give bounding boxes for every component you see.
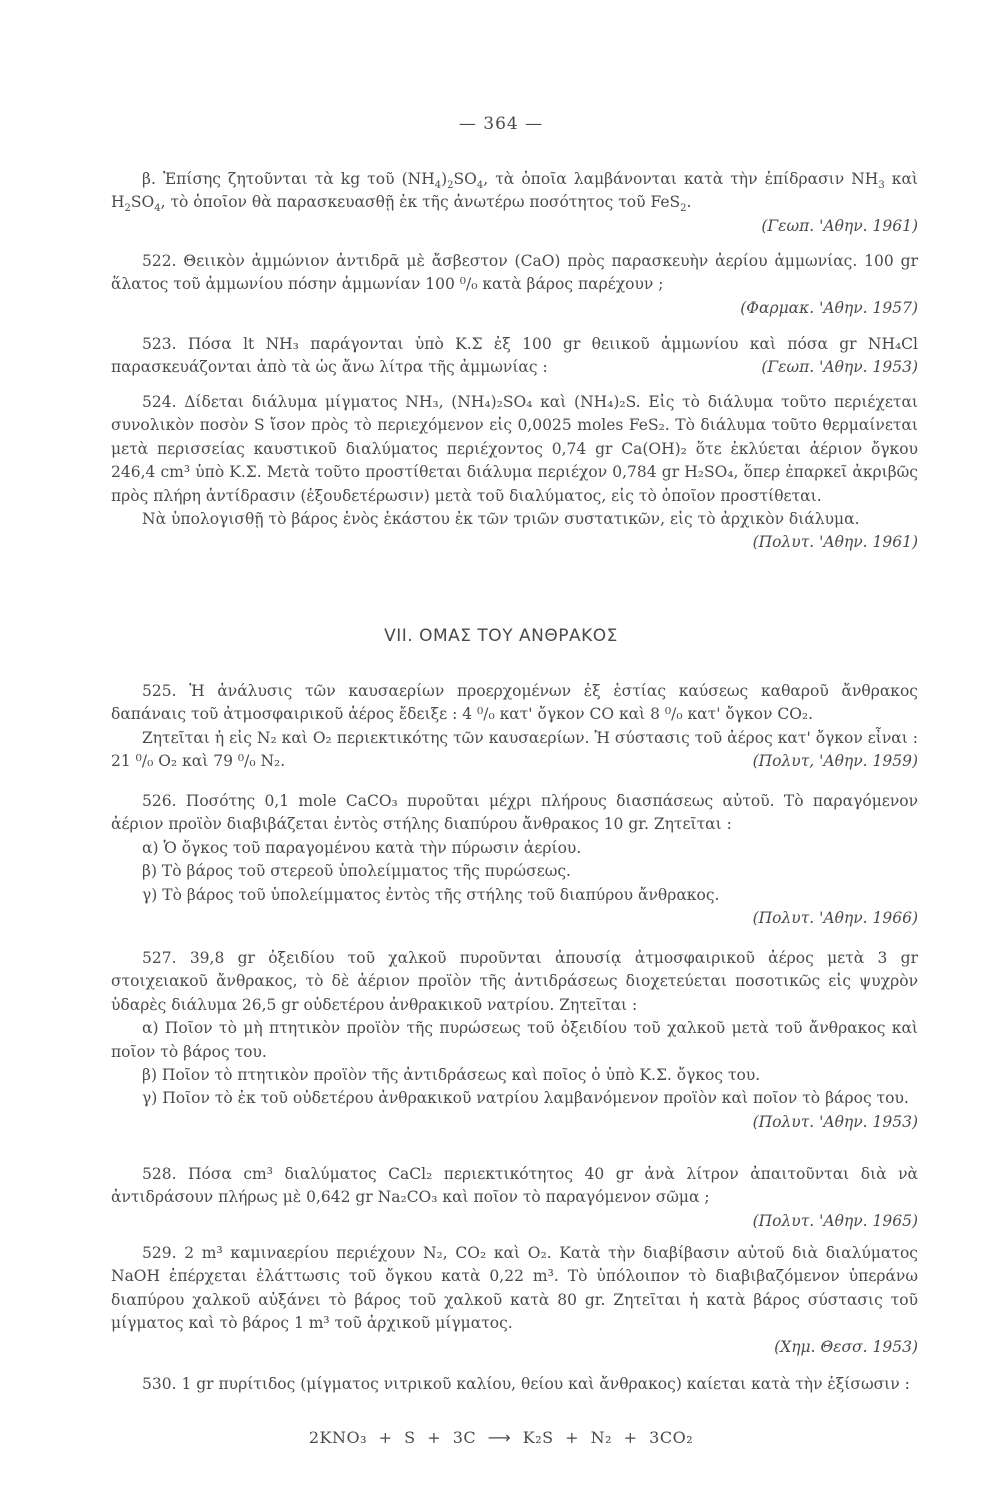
problem-529 — [111, 1242, 918, 1359]
problem-text-continued: Ζητεῖται ἡ εἰς N₂ καὶ O₂ περιεκτικότης τῶν καυσαερίων. Ἡ σύστασις τοῦ ἀέρος κατ' ὄγκον εἶναι : 21 ⁰/₀ O₂ καὶ 79 ⁰/₀ N₂. (Πολυτ, 'Αθην. 1959) — [111, 727, 918, 774]
problem-number: 529. — [142, 1244, 177, 1262]
problem-text: 528. Πόσα cm³ διαλύματος CaCl₂ περιεκτικότητος 40 gr ἀνὰ λίτρον ἀπαιτοῦνται διὰ νὰ ἀντιδράσουν πλήρως μὲ 0,642 gr Na₂CO₃ καὶ ποῖον τὸ παραγόμενον σῶμα ; — [111, 1165, 918, 1207]
problem-number: 528. — [142, 1165, 177, 1183]
problem-source: (Πολυτ. 'Αθην. 1953) — [752, 1112, 918, 1131]
problem-text: 522. Θειικὸν ἀμμώνιον ἀντιδρᾶ μὲ ἄσβεστον (CaO) πρὸς παρασκευὴν ἀερίου ἀμμωνίας. 100 gr ἅλατος τοῦ ἀμμωνίου πόσην ἀμμωνίαν 100 ⁰/₀ κατὰ βάρος παρέχουν ; — [111, 252, 918, 294]
problem-524 — [111, 391, 918, 555]
eq-product: 3CO₂ — [649, 1428, 694, 1447]
problem-source: (Πολυτ. 'Αθην. 1965) — [752, 1211, 918, 1230]
problem-number: 522. — [142, 252, 177, 270]
eq-plus: + — [427, 1428, 442, 1447]
list-item: β) Ποῖον τὸ πτητικὸν προϊὸν τῆς ἀντιδράσεως καὶ ποῖος ὁ ὑπὸ Κ.Σ. ὄγκος του. — [142, 1066, 761, 1085]
problem-523 — [111, 333, 918, 380]
eq-product: N₂ — [590, 1428, 613, 1447]
intro-paragraph — [111, 168, 918, 238]
problem-source: (Πολυτ, 'Αθην. 1959) — [752, 752, 918, 771]
problem-number: 530. — [142, 1375, 177, 1393]
problem-text: 523. Πόσα lt NH₃ παράγονται ὑπὸ Κ.Σ ἐξ 100 gr θειικοῦ ἀμμωνίου καὶ πόσα gr NH₄Cl παρασκευάζονται ἀπὸ τὰ ὡς ἄνω λίτρα τῆς ἀμμωνίας : (Γεωπ. 'Αθην. 1953) — [111, 333, 918, 380]
problem-text-continued: Νὰ ὑπολογισθῇ τὸ βάρος ἑνὸς ἑκάστου ἐκ τῶν τριῶν συστατικῶν, εἰς τὸ ἀρχικὸν διάλυμα. (Πολυτ. 'Αθην. 1961) — [111, 508, 918, 555]
eq-product: K₂S — [522, 1428, 554, 1447]
problem-number: 524. — [142, 393, 177, 411]
list-item: γ) Ποῖον τὸ ἐκ τοῦ οὐδετέρου ἀνθρακικοῦ νατρίου λαμβανόμενον προϊὸν καὶ ποῖον τὸ βάρος του. (Πολυτ. 'Αθην. 1953) — [111, 1087, 918, 1134]
problem-530 — [111, 1373, 918, 1396]
list-item: α) Ποῖον τὸ μὴ πτητικὸν προϊὸν τῆς πυρώσεως τοῦ ὀξειδίου τοῦ χαλκοῦ μετὰ τοῦ ἄνθρακος καὶ ποῖον τὸ βάρος του. — [111, 1019, 918, 1061]
reaction-arrow-icon: ⟶ — [487, 1428, 512, 1447]
problem-number: 525. — [142, 682, 177, 700]
page-number: — 364 — — [458, 114, 544, 134]
problem-text: 529. 2 m³ καμιναερίου περιέχουν N₂, CO₂ καὶ O₂. Κατὰ τὴν διαβίβασιν αὐτοῦ διὰ διαλύματος NaOH ἐπέρχεται ἐλάττωσις τοῦ ὄγκου κατὰ 0,22 m³. Τὸ ὑπόλοιπον τὸ διαβιβαζόμενον ὑπεράνω διαπύρου χαλκοῦ αὐξάνει τὸ βάρος τοῦ χαλκοῦ κατὰ 80 gr. Ζητεῖται ἡ κατὰ βάρος σύστασις τοῦ μίγματος καὶ τὸ βάρος 1 m³ τοῦ ἀρχικοῦ μίγματος. — [111, 1244, 918, 1333]
eq-plus: + — [565, 1428, 580, 1447]
list-item: γ) Τὸ βάρος τοῦ ὑπολείμματος ἐντὸς τῆς στήλης τοῦ διαπύρου ἄνθρακος. — [142, 885, 720, 904]
problem-text: 524. Δίδεται διάλυμα μίγματος NH₃, (NH₄)₂SO₄ καὶ (NH₄)₂S. Εἰς τὸ διάλυμα τοῦτο περιέχεται συνολικὸν ποσὸν S ἴσον πρὸς τὸ περιεχόμενον εἰς 0,0025 moles FeS₂. Τὸ διάλυμα τοῦτο θερμαίνεται μετὰ περισσείας καυστικοῦ διαλύματος περιέχοντος 0,74 gr Ca(OH)₂ ὅτε ἐκλύεται ἀέριον ὄγκου 246,4 cm³ ὑπὸ Κ.Σ. Μετὰ τοῦτο προστίθεται διάλυμα περιέχον 0,784 gr H₂SO₄, ὅπερ ἐπαρκεῖ ἀκριβῶς πρὸς πλήρη ἀντίδρασιν (ἐξουδετέρωσιν) μετὰ τοῦ διαλύματος, εἰς τὸ ὁποῖον προστίθεται. — [111, 393, 918, 505]
chemical-equation — [0, 1426, 1002, 1449]
list-item: β) Τὸ βάρος τοῦ στερεοῦ ὑπολείμματος τῆς πυρώσεως. — [142, 862, 571, 881]
problem-number: 527. — [142, 949, 177, 967]
eq-lhs: 2KNO₃ — [308, 1428, 368, 1447]
problem-number: 526. — [142, 792, 177, 810]
intro-source: (Γεωπ. 'Αθην. 1961) — [761, 216, 918, 235]
eq-sulfur: S — [404, 1428, 416, 1447]
problem-525 — [111, 680, 918, 774]
list-item: α) Ὁ ὄγκος τοῦ παραγομένου κατὰ τὴν πύρωσιν ἀερίου. — [142, 838, 582, 857]
problem-text: 526. Ποσότης 0,1 mole CaCO₃ πυροῦται μέχρι πλήρους διασπάσεως αὐτοῦ. Τὸ παραγόμενον ἀέριον προϊὸν διαβιβάζεται ἐντὸς στήλης διαπύρου ἄνθρακος 10 gr. Ζητεῖται : — [111, 792, 918, 834]
problem-source: (Χημ. Θεσσ. 1953) — [774, 1337, 918, 1356]
eq-plus: + — [623, 1428, 638, 1447]
problem-528 — [111, 1163, 918, 1233]
problem-text: 530. 1 gr πυρίτιδος (μίγματος νιτρικοῦ καλίου, θείου καὶ ἄνθρακος) καίεται κατὰ τὴν ἐξίσωσιν : — [142, 1375, 910, 1393]
intro-text: β. Ἐπίσης ζητοῦνται τὰ kg τοῦ $(NH_4)_2SO_4$, τὰ ὁποῖα λαμβάνονται κατὰ τὴν ἐπίδρασιν $NH_3$ καὶ $H_2SO_4$, τὸ ὁποῖον θὰ παρασκευασθῇ ἐκ τῆς ἀνωτέρω ποσότητος τοῦ FeS$_2$. — [111, 170, 918, 215]
problem-526 — [111, 790, 918, 930]
problem-source: (Πολυτ. 'Αθην. 1966) — [752, 909, 918, 928]
eq-plus: + — [378, 1428, 393, 1447]
problem-text: 525. Ἡ ἀνάλυσις τῶν καυσαερίων προερχομένων ἐξ ἑστίας καύσεως καθαροῦ ἄνθρακος δαπάναις τοῦ ἀτμοσφαιρικοῦ ἀέρος ἔδειξε : 4 ⁰/₀ κατ' ὄγκον CO καὶ 8 ⁰/₀ κατ' ὄγκον CO₂. — [111, 682, 918, 724]
problem-522 — [111, 250, 918, 320]
problem-527 — [111, 947, 918, 1134]
eq-carbon: 3C — [452, 1428, 477, 1447]
problem-source: (Γεωπ. 'Αθην. 1953) — [761, 358, 918, 377]
problem-source: (Φαρμακ. 'Αθην. 1957) — [740, 298, 918, 317]
problem-number: 523. — [142, 335, 177, 353]
problem-source: (Πολυτ. 'Αθην. 1961) — [752, 533, 918, 552]
problem-text: 527. 39,8 gr ὀξειδίου τοῦ χαλκοῦ πυροῦνται ἀπουσίᾳ ἀτμοσφαιρικοῦ ἀέρος μετὰ 3 gr στοιχειακοῦ ἄνθρακος, τὸ δὲ ἀέριον προϊὸν τῆς ἀντιδράσεως διοχετεύεται ποσοτικῶς εἰς ψυχρὸν ὑδαρὲς διάλυμα 26,5 gr οὐδετέρου ἀνθρακικοῦ νατρίου. Ζητεῖται : — [111, 949, 918, 1014]
section-heading: VII. ΟΜΑΣ ΤΟΥ ΑΝΘΡΑΚΟΣ — [384, 626, 618, 646]
